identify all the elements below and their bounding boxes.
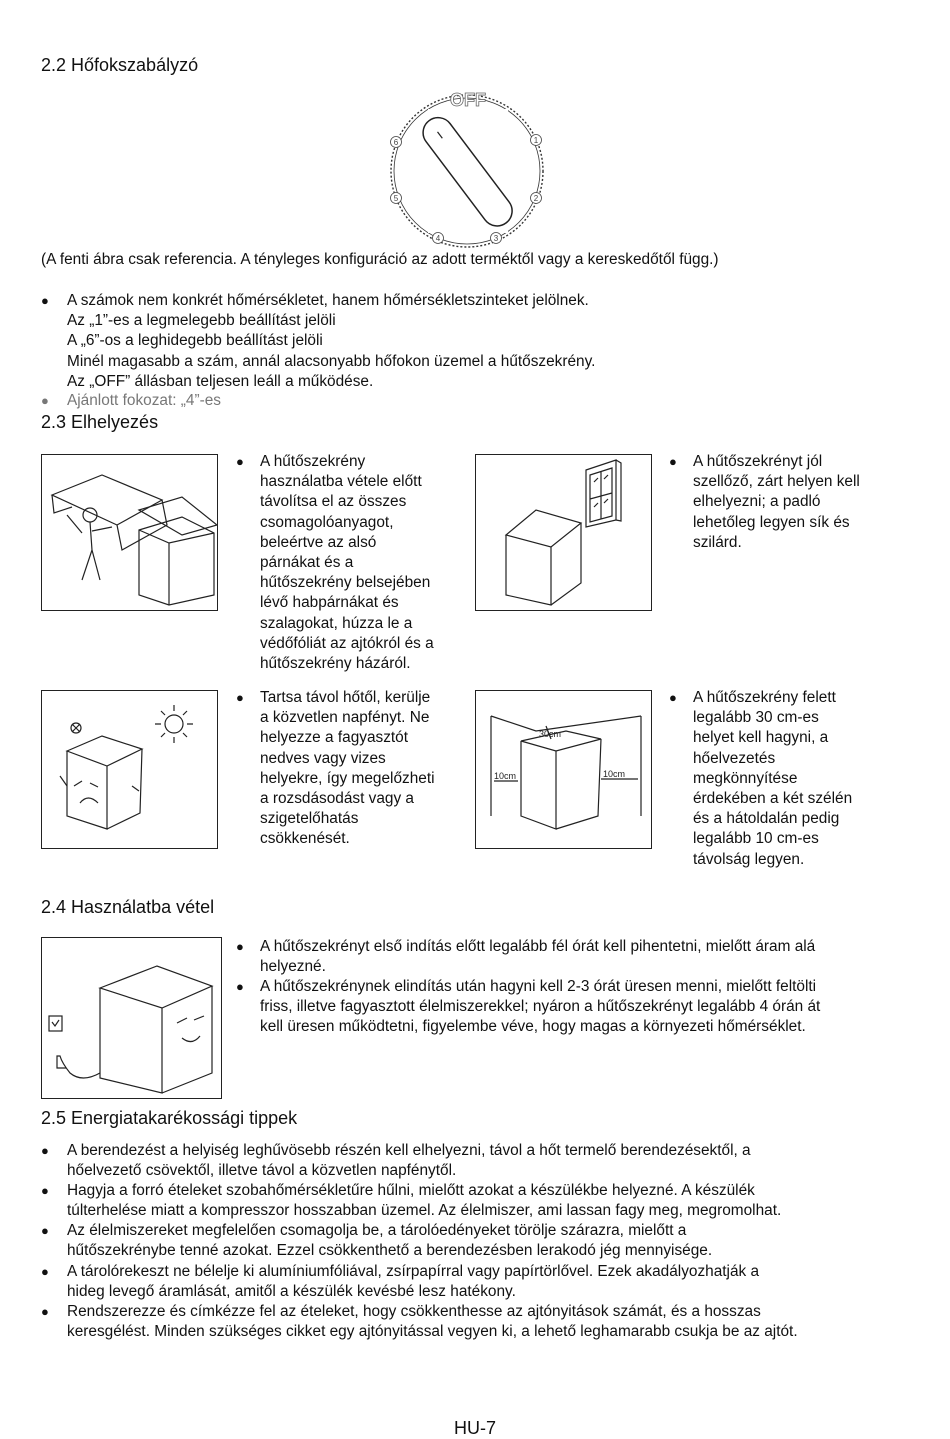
section-23-title: 2.3 Elhelyezés bbox=[41, 412, 159, 432]
text-line: távolság legyen. bbox=[693, 850, 805, 868]
text-line: keresgélést. Minden szükséges cikket egy ajtónyitással vegyen ki, a lehető leghamarabb csukja be az ajtót. bbox=[67, 1323, 798, 1341]
text-line: A hűtőszekrény bbox=[260, 453, 366, 470]
text-line: A számok nem konkrét hőmérsékletet, hanem hőmérsékletszinteket jelölnek. bbox=[67, 292, 589, 309]
text-line: helyekre, így megelőzheti bbox=[260, 769, 435, 787]
text-line: hőelvezető csövektől, illetve távol a közvetlen napfénytől. bbox=[67, 1162, 457, 1180]
text-line: helyet kell hagyni, a bbox=[693, 729, 829, 747]
clearance-illustration bbox=[475, 690, 652, 849]
clearance-top-label: 30cm bbox=[539, 729, 562, 739]
text-line: Hagyja a forró ételeket szobahőmérsékletűre hűlni, mielőtt azokat a készülékbe helyezné. A készülék bbox=[67, 1182, 755, 1199]
text-line: friss, illetve fagyasztott élelmiszerekkel; nyáron a hűtőszekrényt legalább 4 órán át bbox=[260, 998, 821, 1016]
text-line: szalagokat, húzza le a bbox=[260, 614, 413, 632]
text-line: Ajánlott fokozat: „4”-es bbox=[67, 392, 221, 409]
text-line: szigetelőhatás bbox=[260, 810, 359, 828]
text-line: A „6”-os a leghidegebb beállítást jelöli bbox=[67, 332, 323, 350]
ventilated-room-illustration bbox=[475, 454, 652, 611]
bullet-dot: ● bbox=[41, 1264, 49, 1279]
text-line: hűtőszekrénybe tenné azokat. Ezzel csökkenthető a berendezésben lerakodó jég mennyisége. bbox=[67, 1242, 713, 1260]
text-line: hűtőszekrény házáról. bbox=[260, 655, 411, 673]
text-line: legalább 30 cm-es bbox=[693, 709, 819, 727]
dial-off-label: OFF bbox=[450, 90, 486, 110]
dial-number-1: 1 bbox=[533, 136, 539, 145]
text-line: hideg levegő áramlását, amitől a készülék kevésbé lesz hatékony. bbox=[67, 1283, 516, 1301]
text-line: Az élelmiszereket megfelelően csomagolja be, a tárolóedényeket törölje szárazra, mielőtt a bbox=[67, 1222, 687, 1239]
text-line: túlterhelése miatt a kompresszor hosszabban üzemel. Az élelmiszer, ami lassan fagy meg, megromolhat. bbox=[67, 1202, 782, 1220]
text-line: védőfóliát az ajtókról és a bbox=[260, 634, 434, 652]
bullet-dot: ● bbox=[236, 979, 244, 994]
text-line: Az „1”-es a legmelegebb beállítást jelöli bbox=[67, 312, 336, 330]
bullet-dot: ● bbox=[41, 1223, 49, 1238]
bullet-dot: ● bbox=[41, 1183, 49, 1198]
text-line: nedves vagy vizes bbox=[260, 749, 386, 767]
bullet-dot: ● bbox=[41, 1143, 49, 1158]
text-line: távolítsa el az összes bbox=[260, 493, 407, 511]
bullet-dot: ● bbox=[669, 690, 677, 705]
text-line: A tárolórekeszt ne bélelje ki alumíniumfóliával, zsírpapírral vagy papírtörlővel. Ezek akadályozhatják a bbox=[67, 1263, 760, 1280]
text-line: szellőző, zárt helyen kell bbox=[693, 473, 860, 491]
bullet-dot: ● bbox=[236, 939, 244, 954]
avoid-heat-illustration bbox=[41, 690, 218, 849]
dial-number-5: 5 bbox=[393, 194, 399, 203]
clearance-left-label: 10cm bbox=[494, 771, 517, 781]
section-22-title: 2.2 Hőfokszabályzó bbox=[41, 55, 199, 75]
text-line: Tartsa távol hőtől, kerülje bbox=[260, 689, 431, 706]
text-line: érdekében a két szélén bbox=[693, 790, 853, 808]
page-number: HU-7 bbox=[453, 1418, 496, 1438]
bullet-dot: ● bbox=[41, 393, 49, 408]
text-line: A hűtőszekrény felett bbox=[693, 689, 836, 706]
clearance-right-label: 10cm bbox=[603, 769, 626, 779]
text-line: szilárd. bbox=[693, 533, 742, 551]
text-line: A hűtőszekrényt jól bbox=[693, 453, 823, 470]
dial-number-3: 3 bbox=[493, 234, 499, 243]
text-line: hőelvezetés bbox=[693, 749, 776, 767]
thermostat-dial-figure bbox=[382, 86, 552, 251]
text-line: párnákat és a bbox=[260, 554, 354, 572]
text-line: helyezné. bbox=[260, 958, 326, 976]
bullet-dot: ● bbox=[236, 690, 244, 705]
text-line: beleértve az alsó bbox=[260, 533, 377, 551]
bullet-dot: ● bbox=[41, 293, 49, 308]
text-line: hűtőszekrény belsejében bbox=[260, 574, 431, 592]
bullet-dot: ● bbox=[41, 1304, 49, 1319]
section-24-title: 2.4 Használatba vétel bbox=[41, 897, 215, 917]
text-line: és a hátoldalán pedig bbox=[693, 810, 840, 828]
text-line: A hűtőszekrényt első indítás előtt legalább fél órát kell pihentetni, mielőtt áram alá bbox=[260, 938, 816, 955]
bullet-dot: ● bbox=[669, 454, 677, 469]
dial-number-2: 2 bbox=[533, 194, 539, 203]
text-line: lehetőleg legyen sík és bbox=[693, 513, 850, 531]
dial-number-6: 6 bbox=[393, 138, 399, 147]
dial-caption: (A fenti ábra csak referencia. A tényleges konfiguráció az adott terméktől vagy a kereskedőtől függ.) bbox=[41, 251, 719, 268]
text-line: megkönnyítése bbox=[693, 769, 798, 787]
text-line: Rendszerezze és címkézze fel az ételeket, hogy csökkenthesse az ajtónyitások számát, és a hosszas bbox=[67, 1303, 761, 1320]
text-line: a rozsdásodást vagy a bbox=[260, 790, 414, 808]
unpacking-illustration bbox=[41, 454, 218, 611]
text-line: Az „OFF” állásban teljesen leáll a működése. bbox=[67, 372, 374, 390]
text-line: A berendezést a helyiség leghűvösebb részén kell elhelyezni, távol a hőt termelő berendezésektől, a bbox=[67, 1142, 751, 1159]
first-use-illustration bbox=[41, 937, 222, 1099]
section-25-title: 2.5 Energiatakarékossági tippek bbox=[41, 1108, 298, 1128]
text-line: helyezze a fagyasztót bbox=[260, 729, 409, 747]
text-line: lévő habpárnákat és bbox=[260, 594, 399, 612]
dial-number-4: 4 bbox=[435, 234, 441, 243]
text-line: Minél magasabb a szám, annál alacsonyabb hőfokon üzemel a hűtőszekrény. bbox=[67, 352, 596, 370]
text-line: csomagolóanyagot, bbox=[260, 513, 394, 531]
bullet-dot: ● bbox=[236, 454, 244, 469]
text-line: kell üresen működtetni, figyelembe véve, hogy magas a környezeti hőmérséklet. bbox=[260, 1018, 806, 1036]
text-line: használatba vétele előtt bbox=[260, 473, 422, 491]
text-line: A hűtőszekrénynek elindítás után hagyni kell 2-3 órát üresen menni, mielőtt feltölti bbox=[260, 978, 817, 995]
text-line: elhelyezni; a padló bbox=[693, 493, 821, 511]
text-line: legalább 10 cm-es bbox=[693, 830, 819, 848]
text-line: csökkenését. bbox=[260, 830, 350, 848]
text-line: a közvetlen napfényt. Ne bbox=[260, 709, 430, 727]
